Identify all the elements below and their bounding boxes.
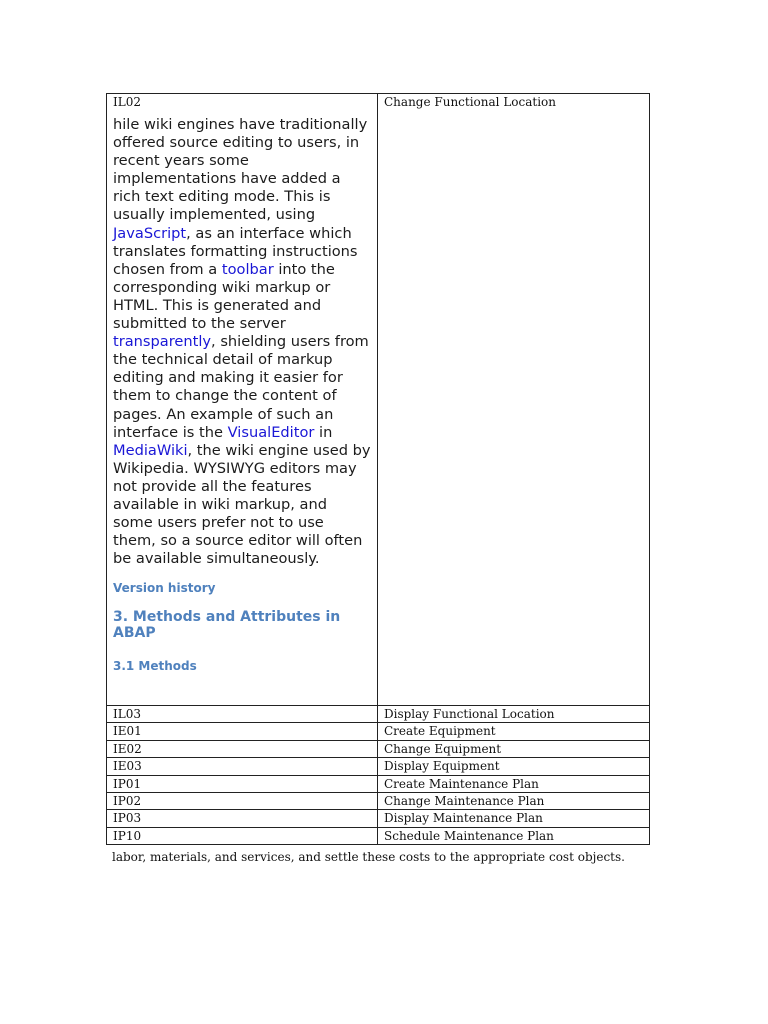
transaction-code-table <box>106 93 650 845</box>
javascript-link[interactable]: JavaScript <box>113 224 187 242</box>
transaction-description: Display Equipment <box>378 758 650 775</box>
transparently-link[interactable]: transparently <box>113 333 212 351</box>
transaction-code: IP01 <box>107 775 378 792</box>
table-row <box>107 740 650 757</box>
mediawiki-link[interactable]: MediaWiki <box>113 441 188 459</box>
transaction-code: IE01 <box>107 723 378 740</box>
code-cell <box>107 94 378 706</box>
paragraph-text: hile wiki engines have traditionally offered source editing to users, in recent years some implementations have added a rich text editing mode. This is usually implemented, using <box>113 116 368 224</box>
toolbar-link[interactable]: toolbar <box>221 260 274 278</box>
paragraph-text: , as an interface which translates formatting instructions chosen from a <box>113 224 358 278</box>
table-row <box>107 94 650 706</box>
continuation-text: labor, materials, and services, and settle these costs to the appropriate cost objects. <box>112 850 625 865</box>
transaction-description: Display Functional Location <box>378 706 650 723</box>
transaction-description: Display Maintenance Plan <box>378 810 650 827</box>
table-row <box>107 706 650 723</box>
visualeditor-link[interactable]: VisualEditor <box>227 423 315 441</box>
transaction-description: Schedule Maintenance Plan <box>378 827 650 844</box>
description-cell <box>378 94 650 706</box>
paragraph-text: , the wiki engine used by Wikipedia. WYSIWYG editors may not provide all the features available in wiki markup, and some users prefer not to use them, so a source editor will often be available simultaneously. <box>113 441 371 568</box>
paragraph-text: , shielding users from the technical detail of markup editing and making it easier for them to change the content of pages. An example of such an interface is the <box>113 333 369 441</box>
table-row <box>107 793 650 810</box>
transaction-description: Create Equipment <box>378 723 650 740</box>
transaction-description: Create Maintenance Plan <box>378 775 650 792</box>
transaction-description: Change Equipment <box>378 740 650 757</box>
wiki-paragraph <box>113 116 371 568</box>
table-row <box>107 810 650 827</box>
transaction-code: IE03 <box>107 758 378 775</box>
transaction-description: Change Functional Location <box>384 95 556 109</box>
paragraph-text: in <box>314 423 333 441</box>
table-row <box>107 827 650 844</box>
document-page <box>106 93 649 865</box>
transaction-code: IL02 <box>113 95 141 109</box>
transaction-description: Change Maintenance Plan <box>378 793 650 810</box>
transaction-code: IE02 <box>107 740 378 757</box>
transaction-code: IP10 <box>107 827 378 844</box>
version-history-heading: Version history <box>113 581 216 596</box>
paragraph-text: into the corresponding wiki markup or HTML. This is generated and submitted to the server <box>113 260 335 333</box>
table-row <box>107 775 650 792</box>
table-row <box>107 758 650 775</box>
methods-attributes-heading: 3. Methods and Attributes in ABAP <box>113 608 341 642</box>
transaction-code: IL03 <box>107 706 378 723</box>
transaction-code: IP03 <box>107 810 378 827</box>
methods-heading: 3.1 Methods <box>113 658 197 673</box>
table-row <box>107 723 650 740</box>
transaction-code: IP02 <box>107 793 378 810</box>
